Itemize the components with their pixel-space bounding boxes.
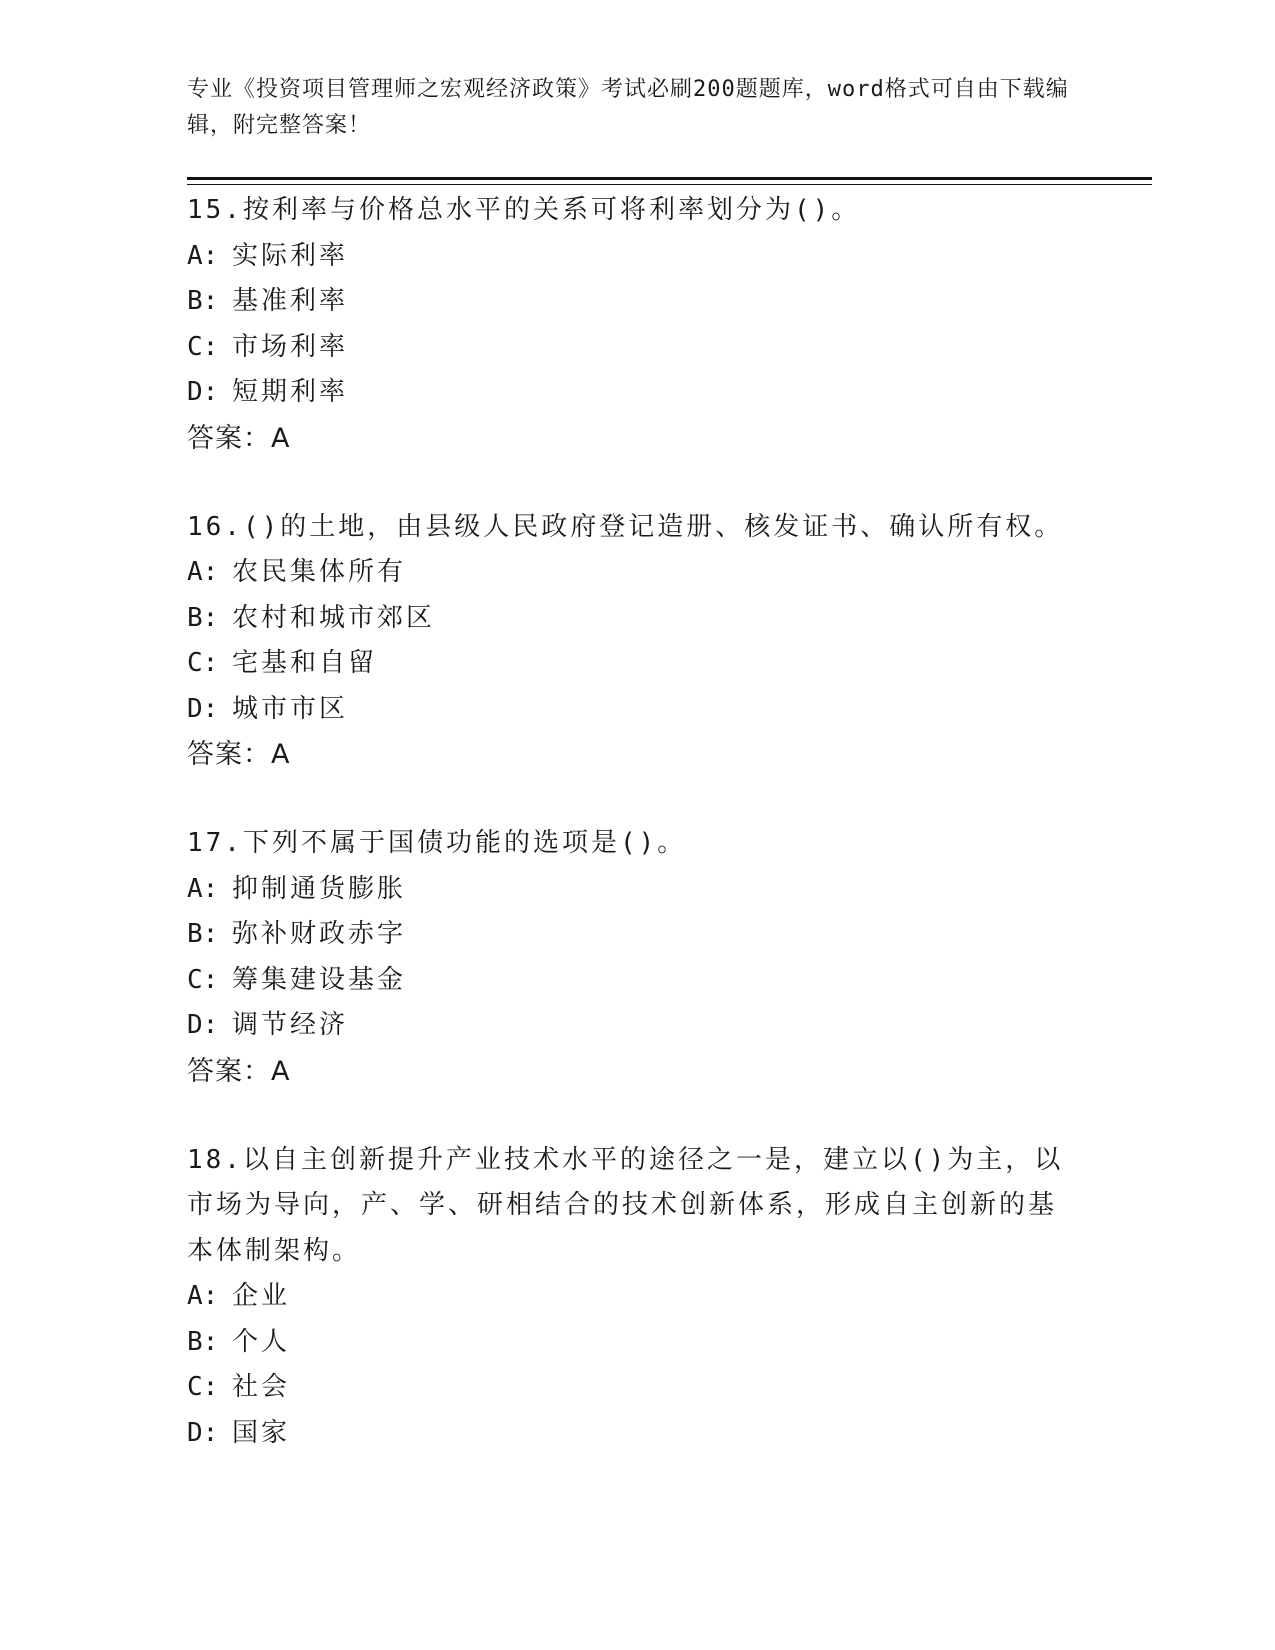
- option-d: [187, 1411, 1087, 1457]
- option-letter: D:: [187, 1417, 219, 1448]
- option-text: 短期利率: [232, 377, 349, 407]
- option-c: [187, 958, 1087, 1004]
- option-letter: A:: [187, 1281, 219, 1311]
- option-text: 抑制通货膨胀: [232, 873, 407, 904]
- option-b: [187, 1320, 1087, 1366]
- question-17: [187, 821, 1087, 1095]
- answer-line: 答案：A: [187, 422, 291, 454]
- option-text: 城市市区: [232, 693, 349, 724]
- option-letter: B:: [187, 602, 219, 633]
- option-letter: D:: [187, 377, 219, 407]
- option-letter: A:: [187, 557, 219, 587]
- option-c: [187, 641, 1087, 687]
- spacer: [187, 778, 1087, 821]
- question-15: [187, 188, 1087, 462]
- option-b: [187, 912, 1087, 958]
- option-a: [187, 1274, 1087, 1320]
- option-a: [187, 550, 1087, 596]
- answer-line: 答案：A: [187, 739, 291, 770]
- question-list: [187, 188, 1087, 1456]
- option-d: [187, 687, 1087, 733]
- option-b: [187, 279, 1087, 325]
- question-text: 17.下列不属于国债功能的选项是()。: [187, 828, 687, 858]
- option-letter: C:: [187, 331, 219, 362]
- option-letter: D:: [187, 693, 219, 724]
- option-text: 国家: [232, 1417, 291, 1448]
- spacer: [187, 462, 1087, 505]
- spacer: [187, 1095, 1087, 1138]
- option-text: 筹集建设基金: [232, 964, 407, 995]
- header-divider-thick: [187, 177, 1152, 180]
- option-a: [187, 234, 1087, 280]
- option-text: 调节经济: [232, 1010, 349, 1040]
- option-b: [187, 596, 1087, 642]
- document-intro: 专业《投资项目管理师之宏观经济政策》考试必刷200题题库，word格式可自由下载编辑，附完整答案！: [187, 77, 1069, 138]
- question-text: 18.以自主创新提升产业技术水平的途径之一是，建立以()为主，以市场为导向，产、学、研相结合的技术创新体系，形成自主创新的基本体制架构。: [187, 1144, 1064, 1266]
- option-letter: C:: [187, 1372, 219, 1402]
- option-d: [187, 370, 1087, 416]
- option-letter: B:: [187, 1326, 219, 1357]
- option-letter: C:: [187, 964, 219, 995]
- option-d: [187, 1003, 1087, 1049]
- option-letter: A:: [187, 873, 219, 904]
- answer-line: 答案：A: [187, 1055, 291, 1087]
- question-18: [187, 1138, 1087, 1457]
- option-text: 社会: [232, 1372, 291, 1402]
- option-letter: B:: [187, 919, 219, 949]
- option-text: 市场利率: [232, 331, 349, 362]
- option-text: 基准利率: [232, 286, 349, 316]
- option-letter: A:: [187, 240, 219, 271]
- question-16: [187, 505, 1087, 779]
- option-c: [187, 325, 1087, 371]
- option-text: 企业: [232, 1281, 291, 1311]
- option-text: 弥补财政赤字: [232, 919, 407, 949]
- option-text: 农民集体所有: [232, 557, 407, 587]
- option-text: 宅基和自留: [232, 648, 378, 678]
- option-c: [187, 1365, 1087, 1411]
- option-text: 实际利率: [232, 240, 349, 271]
- option-a: [187, 867, 1087, 913]
- option-letter: C:: [187, 648, 219, 678]
- question-text: 15.按利率与价格总水平的关系可将利率划分为()。: [187, 195, 861, 225]
- option-text: 个人: [232, 1326, 291, 1357]
- option-text: 农村和城市郊区: [232, 602, 436, 633]
- header-divider-thin: [187, 184, 1152, 185]
- question-text: 16.()的土地，由县级人民政府登记造册、核发证书、确认所有权。: [187, 511, 1064, 542]
- option-letter: B:: [187, 286, 219, 316]
- option-letter: D:: [187, 1010, 219, 1040]
